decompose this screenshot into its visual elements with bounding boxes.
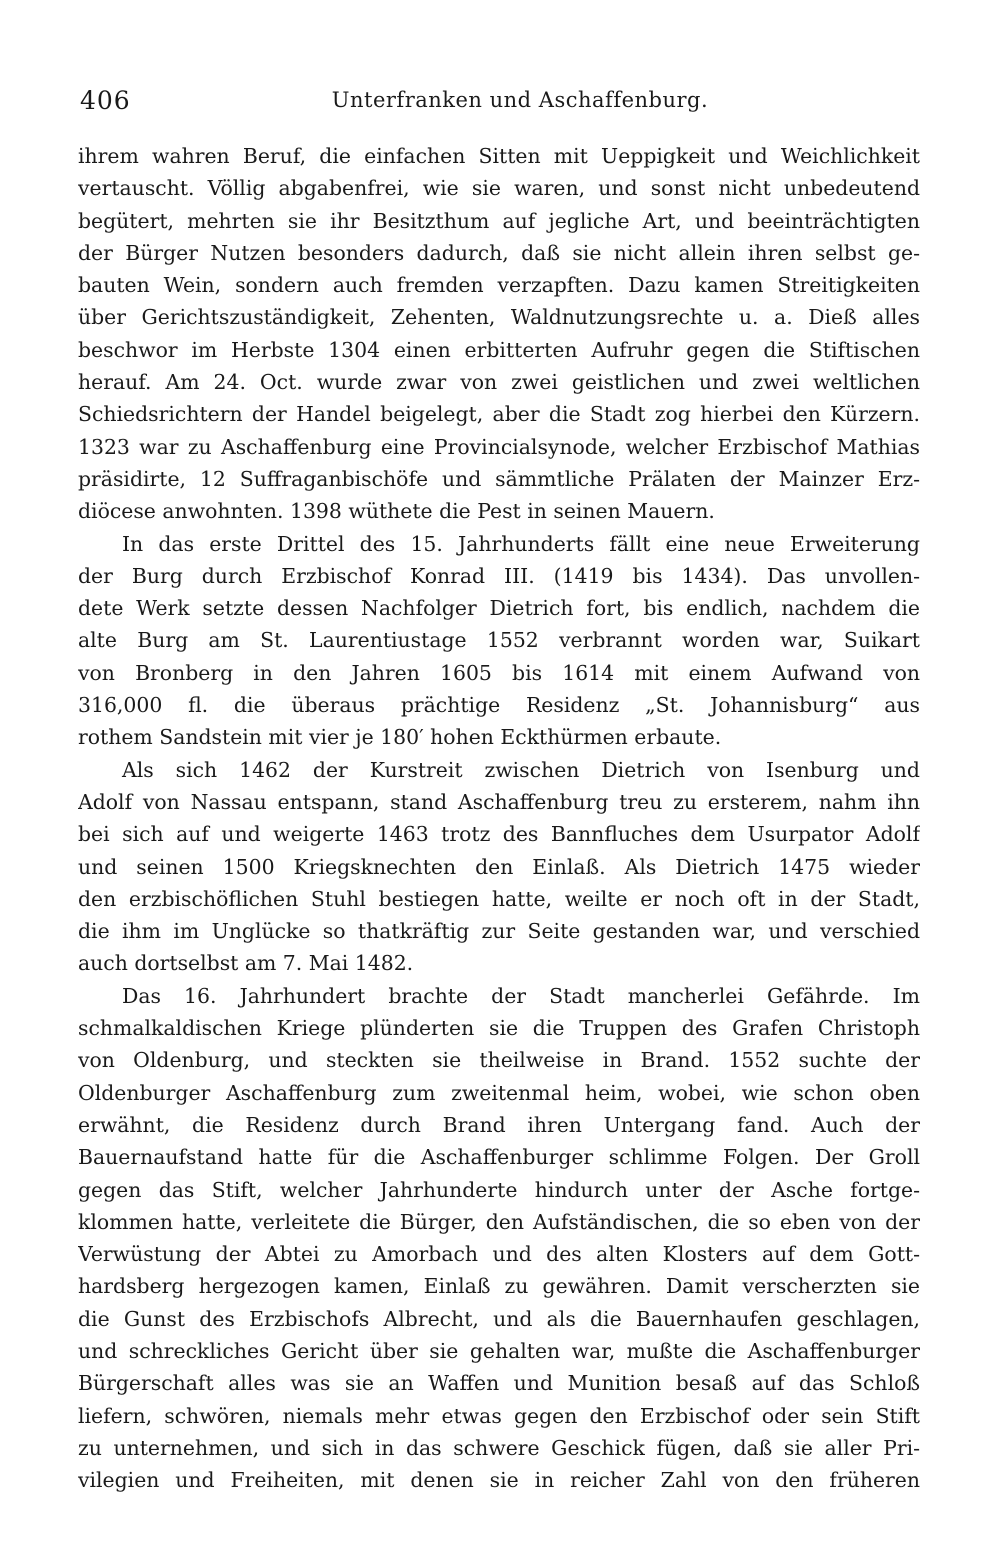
text-line: erwähnt, die Residenz durch Brand ihren Untergang fand. Auch der xyxy=(78,1112,920,1137)
text-line: Schiedsrichtern der Handel beigelegt, aber die Stadt zog hierbei den Kürzern. xyxy=(78,402,920,427)
text-line: auch dortselbst am 7. Mai 1482. xyxy=(78,951,414,976)
text-line: Als sich 1462 der Kurstreit zwischen Dietrich von Isenburg und xyxy=(122,757,920,782)
text-line: dete Werk setzte dessen Nachfolger Dietrich fort, bis endlich, nachdem die xyxy=(78,596,920,621)
text-line: gegen das Stift, welcher Jahrhunderte hindurch unter der Asche fortge- xyxy=(78,1177,920,1202)
text-line: die ihm im Unglücke so thatkräftig zur Seite gestanden war, und verschied xyxy=(78,919,920,944)
text-line: Bauernaufstand hatte für die Aschaffenburger schlimme Folgen. Der Groll xyxy=(78,1145,920,1170)
text-line: alte Burg am St. Laurentiustage 1552 verbrannt worden war, Suikart xyxy=(78,628,920,653)
page-number: 406 xyxy=(80,86,131,115)
text-line: 316,000 fl. die überaus prächtige Residenz „St. Johannisburg“ aus xyxy=(78,693,920,718)
running-head: Unterfranken und Aschaffenburg. xyxy=(331,88,709,112)
text-line: schmalkaldischen Kriege plünderten sie die Truppen des Grafen Christoph xyxy=(78,1016,920,1041)
text-line: von Bronberg in den Jahren 1605 bis 1614 mit einem Aufwand von xyxy=(78,660,920,685)
text-line: von Oldenburg, und steckten sie theilweise in Brand. 1552 suchte der xyxy=(78,1048,920,1073)
text-line: Adolf von Nassau entspann, stand Aschaffenburg treu zu ersterem, nahm ihn xyxy=(78,789,920,814)
text-line: präsidirte, 12 Suffraganbischöfe und sämmtliche Prälaten der Mainzer Erz- xyxy=(78,466,920,491)
text-line: bauten Wein, sondern auch fremden verzapften. Dazu kamen Streitigkeiten xyxy=(78,273,920,298)
text-line: der Bürger Nutzen besonders dadurch, daß sie nicht allein ihren selbst ge- xyxy=(78,240,920,265)
body-text xyxy=(78,140,920,1496)
text-line: die Gunst des Erzbischofs Albrecht, und als die Bauernhaufen geschlagen, xyxy=(78,1306,920,1331)
text-line: In das erste Drittel des 15. Jahrhunderts fällt eine neue Erweiterung xyxy=(122,531,920,556)
text-line: begütert, mehrten sie ihr Besitzthum auf jegliche Art, und beeinträchtigten xyxy=(78,208,920,233)
text-line: der Burg durch Erzbischof Konrad III. (1419 bis 1434). Das unvollen- xyxy=(78,563,920,588)
text-line: zu unternehmen, und sich in das schwere Geschick fügen, daß sie aller Pri- xyxy=(78,1435,920,1460)
text-line: Bürgerschaft alles was sie an Waffen und Munition besaß auf das Schloß xyxy=(78,1371,920,1396)
text-line: und seinen 1500 Kriegsknechten den Einlaß. Als Dietrich 1475 wieder xyxy=(78,854,920,879)
text-line: Das 16. Jahrhundert brachte der Stadt mancherlei Gefährde. Im xyxy=(122,983,920,1008)
text-line: Oldenburger Aschaffenburg zum zweitenmal heim, wobei, wie schon oben xyxy=(78,1080,920,1105)
page-header xyxy=(80,86,920,120)
text-line: hardsberg hergezogen kamen, Einlaß zu gewähren. Damit verscherzten sie xyxy=(78,1274,920,1299)
text-line: klommen hatte, verleitete die Bürger, den Aufständischen, die so eben von der xyxy=(78,1209,920,1234)
text-line: 1323 war zu Aschaffenburg eine Provincialsynode, welcher Erzbischof Mathias xyxy=(78,434,920,459)
text-line: vertauscht. Völlig abgabenfrei, wie sie waren, und sonst nicht unbedeutend xyxy=(78,176,920,201)
text-line: rothem Sandstein mit vier je 180′ hohen Eckthürmen erbaute. xyxy=(78,725,722,750)
text-line: und schreckliches Gericht über sie gehalten war, mußte die Aschaffenburger xyxy=(78,1338,920,1363)
text-line: bei sich auf und weigerte 1463 trotz des Bannfluches dem Usurpator Adolf xyxy=(78,822,920,847)
text-line: beschwor im Herbste 1304 einen erbitterten Aufruhr gegen die Stiftischen xyxy=(78,337,920,362)
text-line: liefern, schwören, niemals mehr etwas gegen den Erzbischof oder sein Stift xyxy=(78,1403,920,1428)
text-line: vilegien und Freiheiten, mit denen sie in reicher Zahl von den früheren xyxy=(78,1468,920,1493)
text-line: den erzbischöflichen Stuhl bestiegen hatte, weilte er noch oft in der Stadt, xyxy=(78,886,920,911)
text-line: diöcese anwohnten. 1398 wüthete die Pest in seinen Mauern. xyxy=(78,499,715,524)
text-line: herauf. Am 24. Oct. wurde zwar von zwei geistlichen und zwei weltlichen xyxy=(78,370,920,395)
text-line: Verwüstung der Abtei zu Amorbach und des alten Klosters auf dem Gott- xyxy=(78,1242,920,1267)
text-line: ihrem wahren Beruf, die einfachen Sitten mit Ueppigkeit und Weichlichkeit xyxy=(78,144,920,168)
text-line: über Gerichtszuständigkeit, Zehenten, Waldnutzungsrechte u. a. Dieß alles xyxy=(78,305,920,330)
